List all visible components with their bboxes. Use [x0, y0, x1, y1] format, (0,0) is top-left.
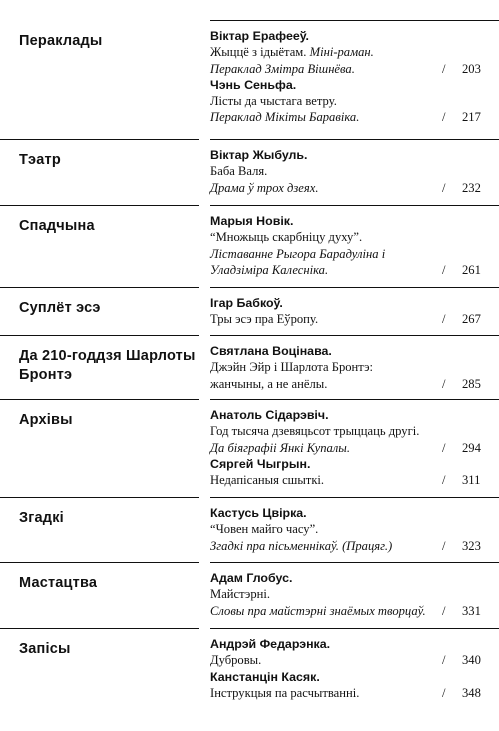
page-number	[442, 311, 490, 327]
toc-line	[210, 636, 490, 652]
toc-line	[210, 570, 490, 586]
toc-line	[210, 180, 490, 196]
section-divider-left	[0, 628, 199, 629]
work-subtitle: Пераклад Мікіты Баравіка.	[210, 110, 360, 125]
page-separator: /	[442, 653, 446, 668]
page-number	[442, 472, 490, 488]
author-name: Святлана Воцінава.	[210, 344, 332, 358]
section-entries	[210, 213, 490, 278]
author-name: Андрэй Федарэнка.	[210, 637, 331, 651]
section-entries	[210, 295, 490, 328]
toc-line	[210, 538, 490, 554]
toc-line	[210, 521, 490, 537]
work-genre: Міні-раман.	[309, 45, 374, 60]
section-title: Пераклады	[19, 33, 103, 49]
section-divider-right	[210, 287, 499, 288]
toc-line	[210, 61, 490, 77]
page-number-value: 267	[462, 312, 481, 327]
work-title: Лісты да чыстага ветру.	[210, 94, 337, 109]
work-title: Дубровы.	[210, 653, 262, 668]
page-separator: /	[442, 312, 446, 327]
page-number-value: 331	[462, 603, 481, 618]
page-separator: /	[442, 685, 446, 700]
toc-line	[210, 246, 490, 262]
section-title: Архівы	[19, 412, 73, 428]
work-title: Год тысяча дзевяцьсот трыццаць другі.	[210, 424, 420, 439]
toc-line	[210, 407, 490, 423]
author-name: Адам Глобус.	[210, 571, 293, 585]
section-title: Суплёт эсэ	[19, 300, 101, 316]
author-name: Віктар Ерафееў.	[210, 29, 309, 43]
author-name: Анатоль Сідарэвіч.	[210, 408, 329, 422]
section-divider-right	[210, 335, 499, 336]
toc-line	[210, 423, 490, 439]
page-separator: /	[442, 603, 446, 618]
section-title: Тэатр	[19, 152, 61, 168]
section-divider-left	[0, 139, 199, 140]
work-title: “Множыць скарбніцу духу”.	[210, 230, 363, 245]
toc-line	[210, 28, 490, 44]
page-number	[442, 376, 490, 392]
page-separator: /	[442, 180, 446, 195]
toc-line	[210, 685, 490, 701]
page-number-value: 203	[462, 61, 481, 76]
page-number-value: 261	[462, 262, 481, 277]
work-subtitle: Ліставанне Рыгора Барадуліна і	[210, 246, 386, 261]
section-divider-left	[0, 399, 199, 400]
section-entries	[210, 570, 490, 619]
page-number-value: 348	[462, 685, 481, 700]
page-separator: /	[442, 262, 446, 277]
section-divider-left	[0, 287, 199, 288]
toc-line	[210, 652, 490, 668]
section-divider-left	[0, 497, 199, 498]
page-number	[442, 685, 490, 701]
toc-line	[210, 343, 490, 359]
work-subtitle: Драма ў трох дзеях.	[210, 180, 319, 195]
work-title: Джэйн Эйр і Шарлота Бронтэ:	[210, 360, 373, 375]
author-name: Чэнь Сеньфа.	[210, 77, 297, 92]
work-title: Баба Валя.	[210, 164, 268, 179]
work-subtitle: Згадкі пра пісьменнікаў. (Працяг.)	[210, 538, 393, 553]
section-divider-right	[210, 628, 499, 629]
page-number-value: 285	[462, 376, 481, 391]
section-divider-right	[210, 139, 499, 140]
section-entries	[210, 28, 490, 126]
toc-line	[210, 44, 490, 60]
section-entries	[210, 147, 490, 196]
toc-line	[210, 456, 490, 472]
toc-line	[210, 109, 490, 125]
toc-line	[210, 359, 490, 375]
toc-line	[210, 440, 490, 456]
page-separator: /	[442, 110, 446, 125]
page-number-value: 232	[462, 180, 481, 195]
work-subtitle: Уладзіміра Калесніка.	[210, 262, 329, 277]
work-title: жанчыны, а не анёлы.	[210, 376, 328, 391]
toc-line	[210, 586, 490, 602]
page-number-value: 311	[462, 473, 481, 488]
section-divider-right	[210, 497, 499, 498]
section-entries	[210, 407, 490, 488]
page-number	[442, 538, 490, 554]
work-subtitle: Пераклад Змітра Вішнёва.	[210, 61, 355, 76]
section-title: Запісы	[19, 641, 71, 657]
section-divider-right	[210, 205, 499, 206]
author-name: Сяргей Чыгрын.	[210, 456, 311, 471]
page-number	[442, 61, 490, 77]
section-title: Мастацтва	[19, 575, 98, 591]
page-number	[442, 652, 490, 668]
page-number	[442, 180, 490, 196]
page-number	[442, 109, 490, 125]
work-title: Інструкцыя па расчытванні.	[210, 685, 360, 700]
page-number-value: 340	[462, 653, 481, 668]
work-title: Тры эсэ пра Еўропу.	[210, 312, 319, 327]
section-divider-right	[210, 399, 499, 400]
toc-line	[210, 472, 490, 488]
page-separator: /	[442, 440, 446, 455]
page-number-value: 217	[462, 110, 481, 125]
section-title: Да 210-годдзя Шарлоты Бронтэ	[19, 348, 196, 383]
author-name: Канстанцін Касяк.	[210, 669, 320, 684]
toc-line	[210, 213, 490, 229]
toc-line	[210, 295, 490, 311]
toc-line	[210, 262, 490, 278]
author-name: Віктар Жыбуль.	[210, 148, 308, 162]
toc-line	[210, 603, 490, 619]
section-divider-left	[0, 205, 199, 206]
page-number	[442, 262, 490, 278]
author-name: Ігар Бабкоў.	[210, 296, 283, 310]
author-name: Кастусь Цвірка.	[210, 506, 307, 520]
toc-line	[210, 669, 490, 685]
section-divider-right	[210, 20, 499, 21]
page-number-value: 294	[462, 440, 481, 455]
work-title: Недапісаныя сшыткі.	[210, 473, 325, 488]
toc-line	[210, 77, 490, 93]
page-separator: /	[442, 473, 446, 488]
author-name: Марыя Новік.	[210, 214, 294, 228]
page-number	[442, 603, 490, 619]
work-title: “Човен майго часу”.	[210, 522, 319, 537]
section-divider-left	[0, 335, 199, 336]
work-subtitle: Словы пра майстэрні знаёмых творцаў.	[210, 603, 426, 618]
section-title: Спадчына	[19, 218, 95, 234]
toc-line	[210, 505, 490, 521]
toc-line	[210, 147, 490, 163]
page-number	[442, 440, 490, 456]
toc-line	[210, 93, 490, 109]
page-number-value: 323	[462, 538, 481, 553]
work-title: Майстэрні.	[210, 587, 271, 602]
page-separator: /	[442, 538, 446, 553]
toc-line	[210, 376, 490, 392]
work-subtitle: Да біяграфіі Янкі Купалы.	[210, 440, 350, 455]
toc-line	[210, 311, 490, 327]
section-entries	[210, 505, 490, 554]
page-separator: /	[442, 61, 446, 76]
section-divider-left	[0, 562, 199, 563]
toc-line	[210, 163, 490, 179]
work-title: Жыццё з ідыётам.	[210, 45, 307, 60]
toc-line	[210, 229, 490, 245]
section-title: Згадкі	[19, 510, 64, 526]
section-entries	[210, 343, 490, 392]
section-entries	[210, 636, 490, 701]
section-divider-right	[210, 562, 499, 563]
page-separator: /	[442, 376, 446, 391]
